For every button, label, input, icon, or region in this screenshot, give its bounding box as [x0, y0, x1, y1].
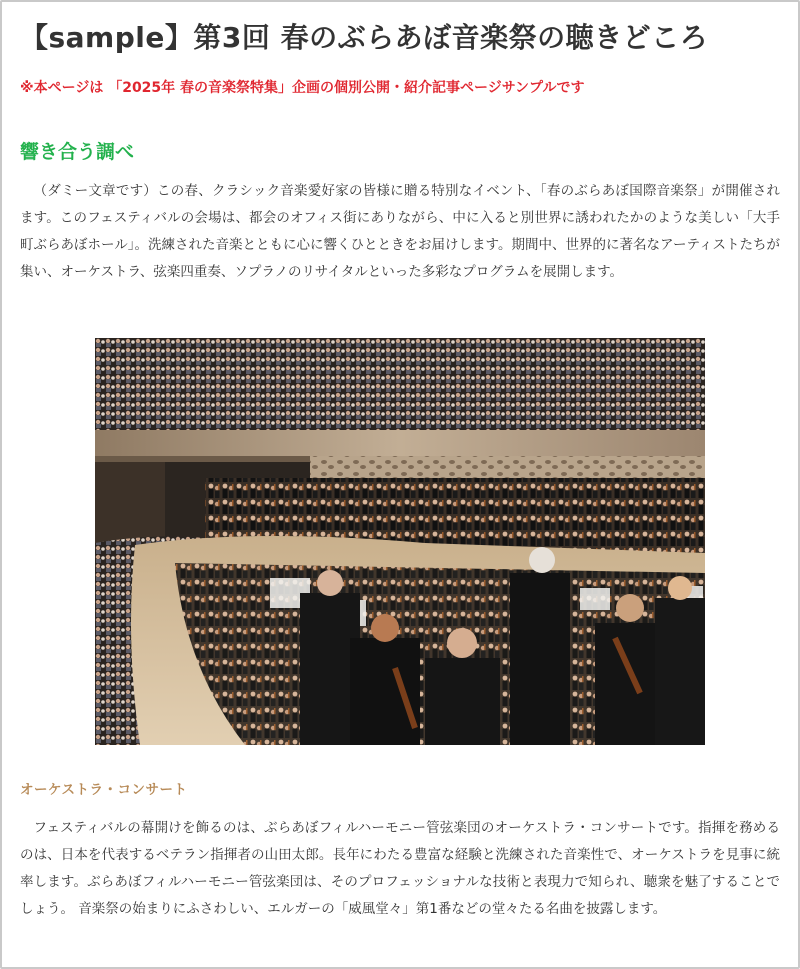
- sample-notice: ※本ページは 「2025年 春の音楽祭特集」企画の個別公開・紹介記事ページサンプルです: [20, 80, 585, 96]
- intro-paragraph: （ダミー文章です）この春、クラシック音楽愛好家の皆様に贈る特別なイベント、「春のぶらあぼ国際音楽祭」が開催されます。このフェスティバルの会場は、都会のオフィス街にありながら、中に入ると別世界に誘われたかのような美しい「大手町ぶらあぼホール」。洗練された音楽とともに心に響くひとときをお届けします。期間中、世界的に著名なアーティストたちが集い、オーケストラ、弦楽四重奏、ソプラノのリサイタルといった多彩なプログラムを展開します。: [20, 183, 780, 280]
- subheading: オーケストラ・コンサート: [20, 782, 188, 798]
- concert-paragraph: フェスティバルの幕開けを飾るのは、ぶらあぼフィルハーモニー管弦楽団のオーケストラ・コンサートです。指揮を務めるのは、日本を代表するベテラン指揮者の山田太郎。長年にわたる豊富な経験と洗練された音楽性で、オーケストラを見事に統率します。ぶらあぼフィルハーモニー管弦楽団は、そのプロフェッショナルな技術と表現力で知られ、聴衆を魅了することでしょう。 音楽祭の始まりにふさわしい、エルガーの「威風堂々」第1番などの堂々たる名曲を披露します。: [20, 820, 780, 917]
- section-heading: 響き合う調べ: [20, 141, 135, 163]
- page-title: 【sample】第3回 春のぶらあぼ音楽祭の聴きどころ: [20, 21, 709, 54]
- orchestra-photo: [95, 338, 705, 745]
